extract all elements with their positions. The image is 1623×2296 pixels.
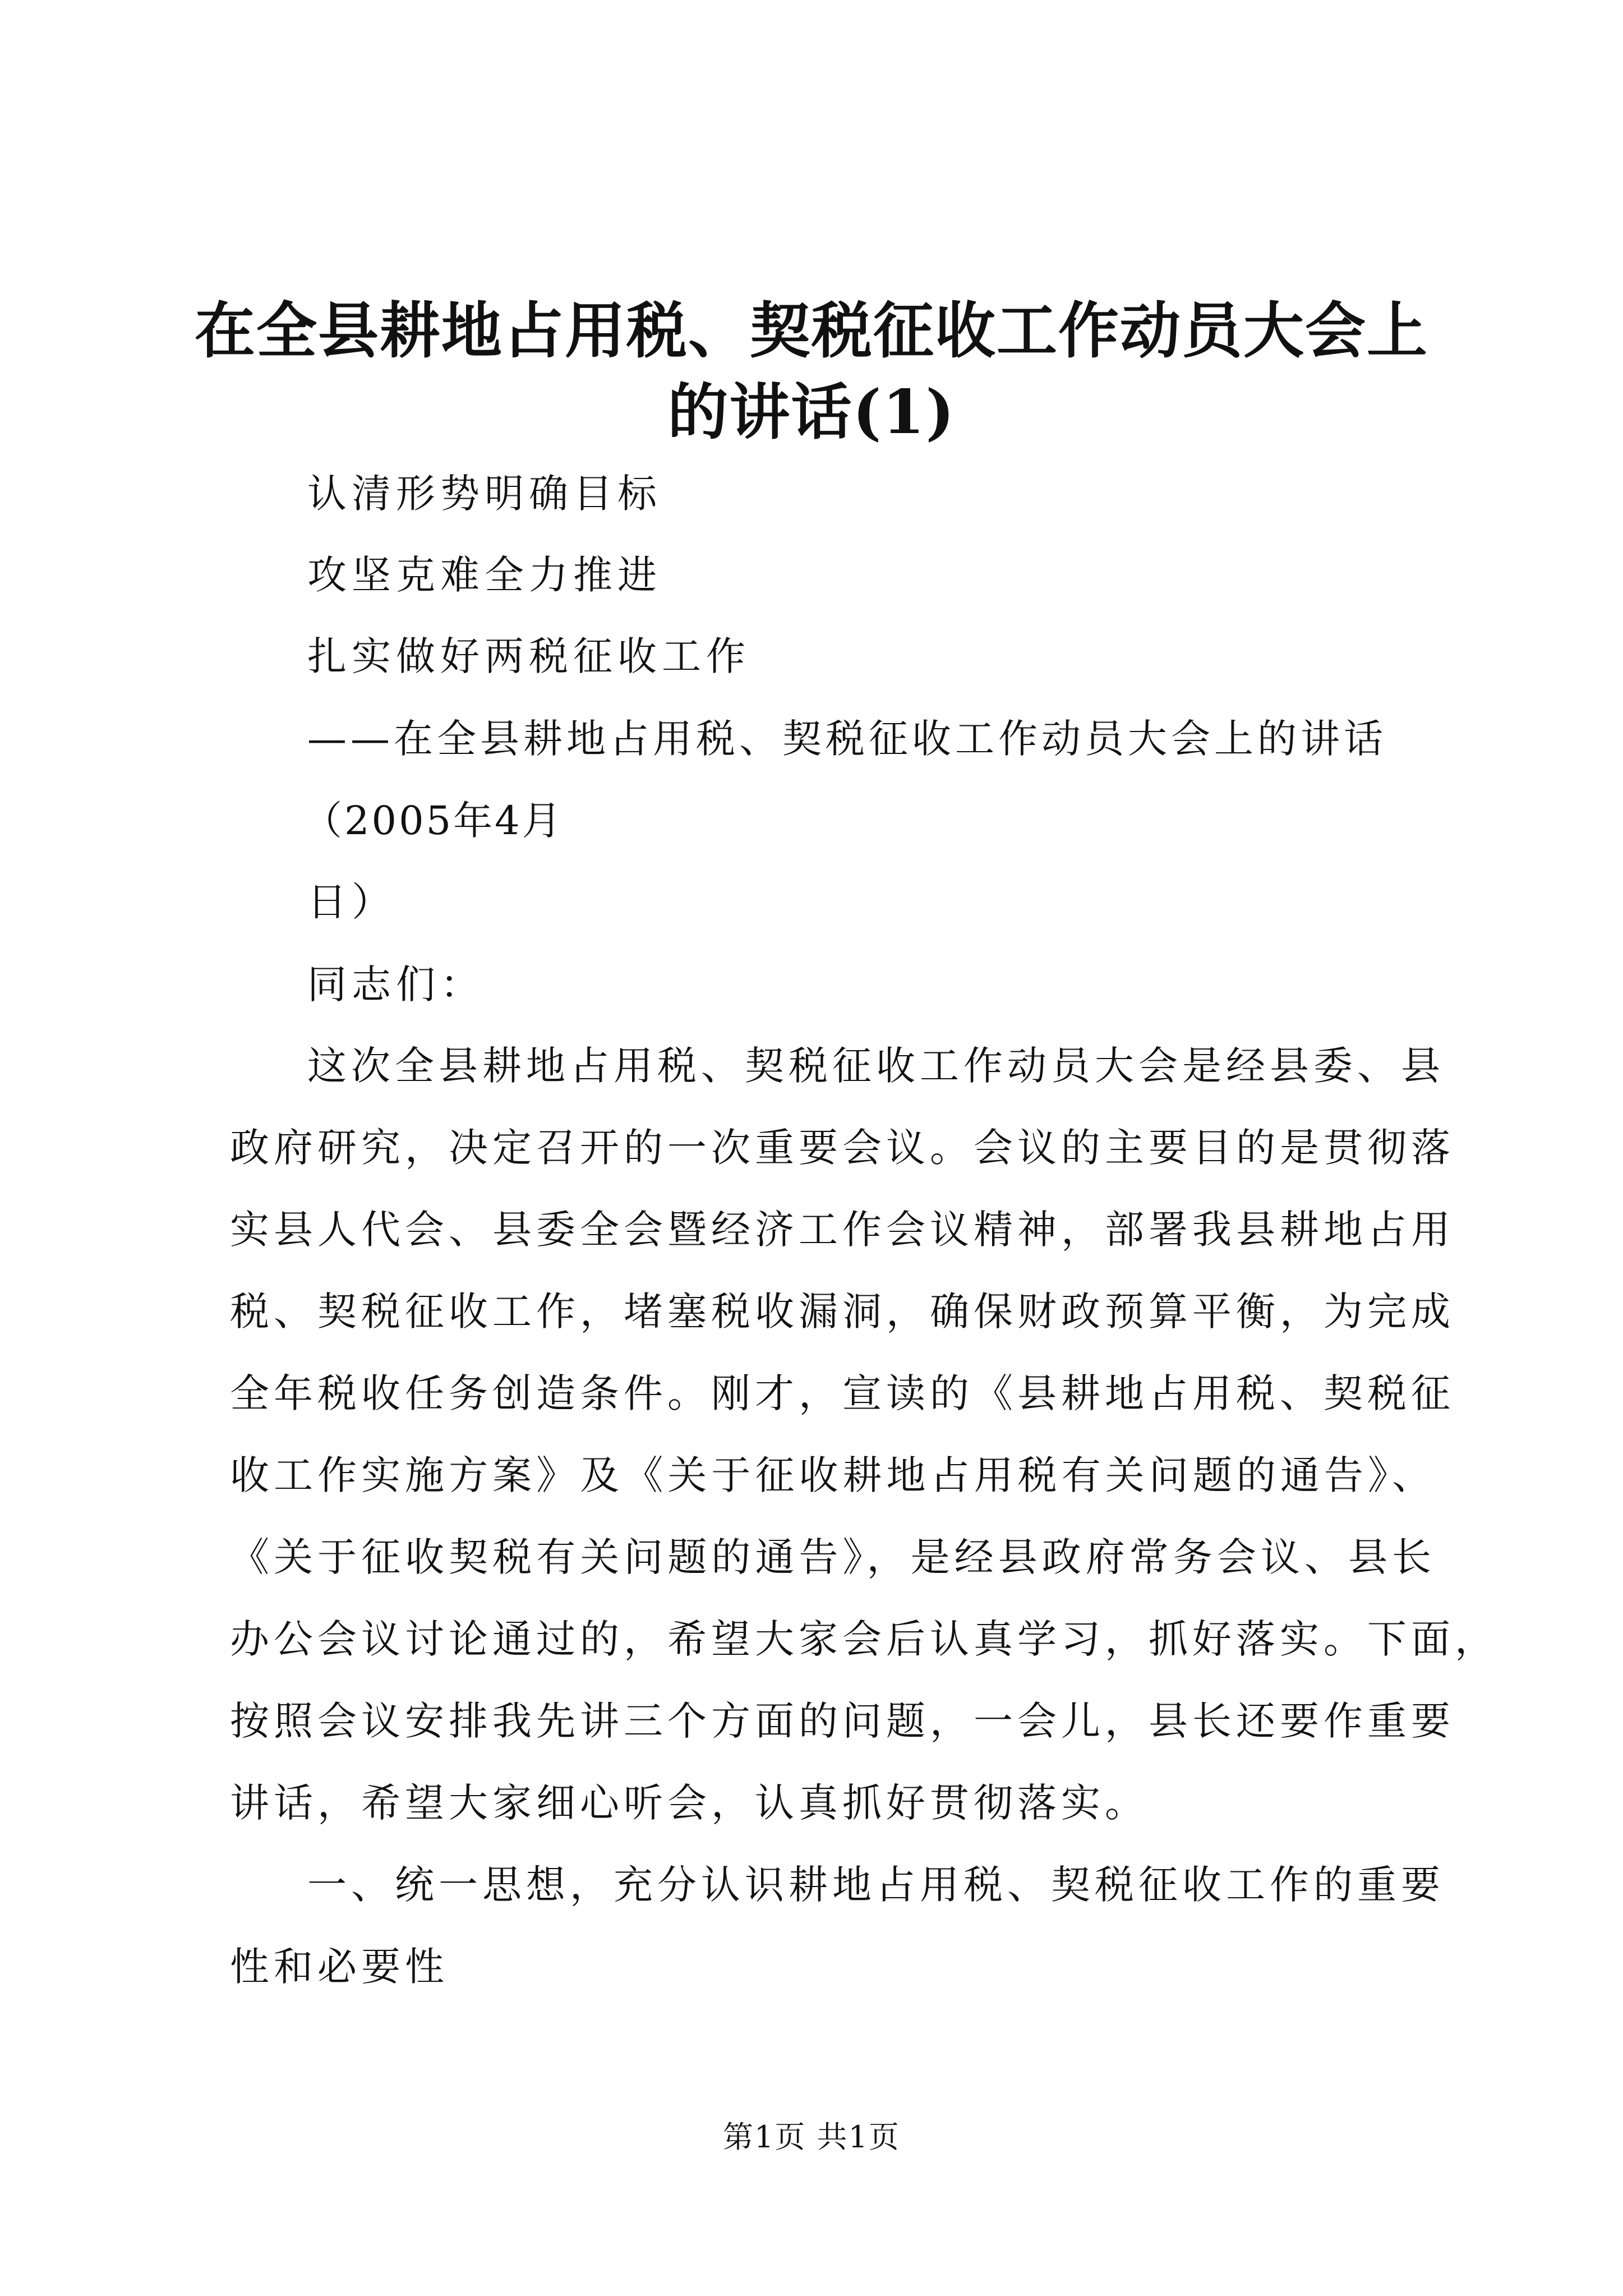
subtitle-line: 认清形势明确目标 xyxy=(307,471,662,517)
subtitle-line: 攻坚克难全力推进 xyxy=(307,552,662,598)
document-title-line-1: 在全县耕地占用税、契税征收工作动员大会上 xyxy=(194,296,1428,366)
body-line: 《关于征收契税有关问题的通告》，是经县政府常务会议、县长 xyxy=(230,1534,1436,1580)
body-line: 讲话，希望大家细心听会，认真抓好贯彻落实。 xyxy=(230,1780,1149,1826)
body-line: 政府研究，决定召开的一次重要会议。会议的主要目的是贯彻落 xyxy=(230,1125,1455,1171)
document-title-line-2: 的讲话(1) xyxy=(667,377,956,448)
section-heading-continued: 性和必要性 xyxy=(230,1944,449,1990)
salutation: 同志们： xyxy=(307,961,485,1007)
page-footer: 第1页 共1页 xyxy=(723,2119,900,2155)
body-line: 实县人代会、县委全会暨经济工作会议精神，部署我县耕地占用 xyxy=(230,1207,1455,1253)
body-line: 这次全县耕地占用税、契税征收工作动员大会是经县委、县 xyxy=(307,1043,1445,1089)
speech-caption: ——在全县耕地占用税、契税征收工作动员大会上的讲话 xyxy=(307,716,1387,762)
speech-date-day: 日） xyxy=(307,879,396,925)
speech-date: （2005年4月 xyxy=(303,798,564,844)
section-heading: 一、统一思想，充分认识耕地占用税、契税征收工作的重要 xyxy=(307,1862,1445,1908)
body-line: 按照会议安排我先讲三个方面的问题，一会儿，县长还要作重要 xyxy=(230,1698,1455,1744)
body-line: 税、契税征收工作，堵塞税收漏洞，确保财政预算平衡，为完成 xyxy=(230,1289,1455,1335)
body-line: 办公会议讨论通过的，希望大家会后认真学习，抓好落实。下面， xyxy=(230,1616,1498,1662)
body-line: 全年税收任务创造条件。刚才，宣读的《县耕地占用税、契税征 xyxy=(230,1370,1455,1416)
subtitle-line: 扎实做好两税征收工作 xyxy=(307,633,750,679)
body-line: 收工作实施方案》及《关于征收耕地占用税有关问题的通告》、 xyxy=(230,1452,1436,1498)
